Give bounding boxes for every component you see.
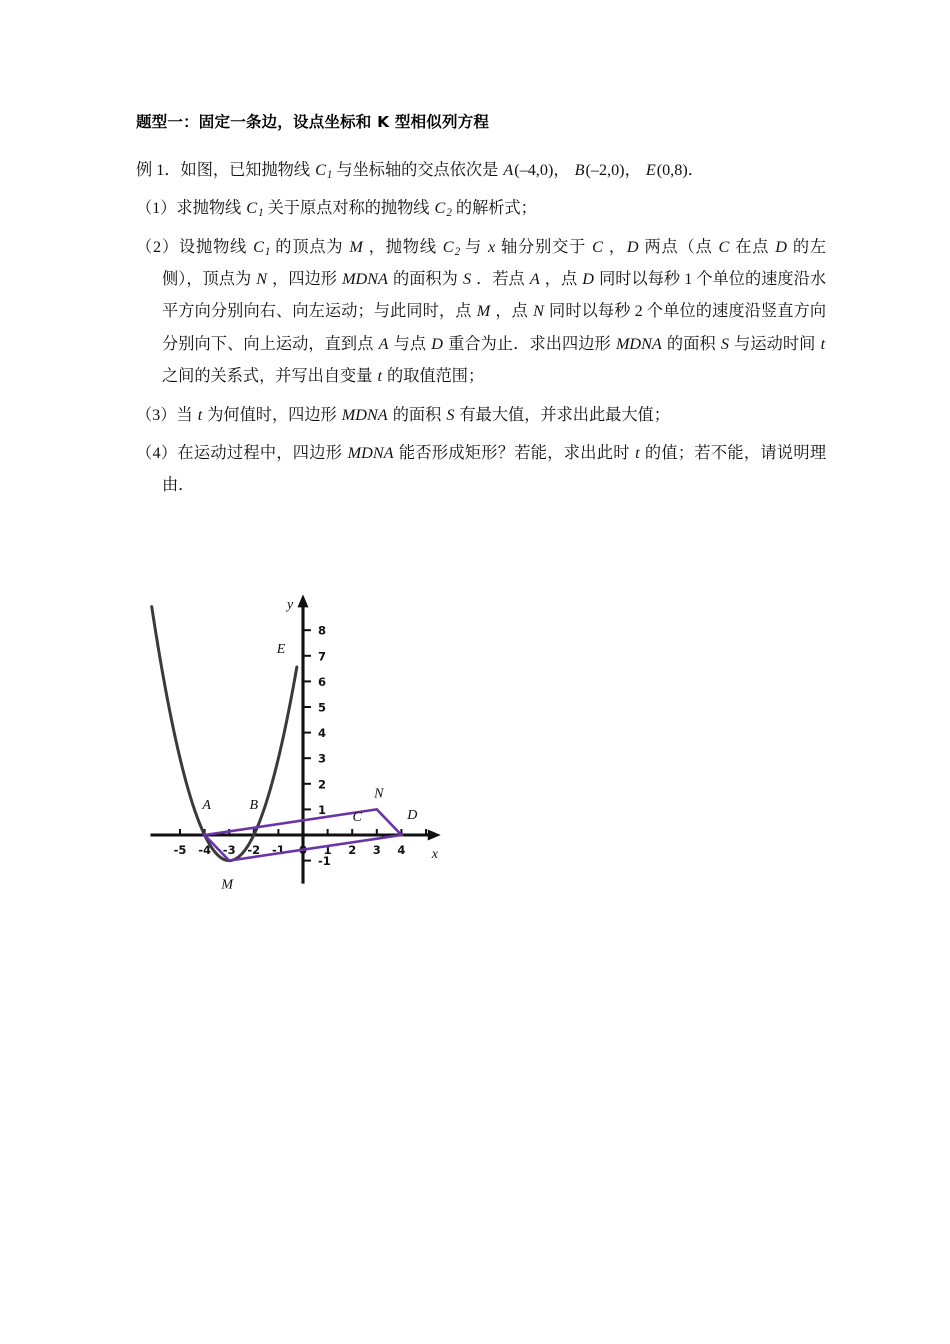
q3-symbol-MDNA: MDNA xyxy=(341,405,388,424)
q1-symbol-C2-sub: 2 xyxy=(446,207,452,220)
example-text-2: 与坐标轴的交点依次是 xyxy=(332,160,503,179)
q2-symbol-D-3: D xyxy=(431,334,443,353)
plot-curve xyxy=(152,607,297,861)
q2-line3-c: 同时以每秒 2 个单位的速度沿竖直方 xyxy=(544,302,810,321)
symbol-B: B xyxy=(574,160,585,179)
y-axis-arrow xyxy=(298,594,309,607)
q2-line4-c: 重合为止．求出四边形 xyxy=(444,334,615,353)
q2-text-c: 与 xyxy=(460,237,487,256)
q4-text-b: 能否形成矩形？若能，求出此时 xyxy=(394,443,635,462)
q2-text-e: ， xyxy=(603,237,626,256)
q3-text-c: 的面积 xyxy=(388,405,446,424)
y-tick-label: 5 xyxy=(318,700,327,715)
coord-A: (–4,0) xyxy=(514,160,554,179)
coordinate-plot-svg xyxy=(150,552,490,902)
point-label-b: B xyxy=(249,798,259,813)
x-tick-label: 3 xyxy=(372,843,381,857)
q1-number: （1）求抛物线 xyxy=(136,199,246,218)
q3-text-b: 为何值时，四边形 xyxy=(203,405,341,424)
q2-symbol-C-inner: C xyxy=(718,237,730,256)
q2-line5-a: 时间 xyxy=(782,334,820,353)
q3-number: （3）当 xyxy=(136,405,197,424)
point-label-e: E xyxy=(276,641,286,657)
q2-symbol-D: D xyxy=(626,237,639,256)
q2-line2-c: 的面积为 xyxy=(388,269,462,288)
q2-symbol-M: M xyxy=(349,237,363,256)
q2-symbol-N-2: N xyxy=(533,302,544,321)
q2-text-g: 在点 xyxy=(730,237,775,256)
q2-line4-b: 与点 xyxy=(389,334,431,353)
q4-symbol-t: t xyxy=(635,443,640,462)
y-tick-label: 7 xyxy=(318,649,327,664)
point-label-n: N xyxy=(374,786,384,802)
paragraph-question-3 xyxy=(136,399,826,431)
q4-symbol-MDNA: MDNA xyxy=(347,443,394,462)
section-heading: 题型一：固定一条边，设点坐标和 K 型相似列方程 xyxy=(136,113,490,131)
q2-symbol-MDNA-1: MDNA xyxy=(342,269,388,288)
q2-line5-c: 的取值范围； xyxy=(382,367,485,386)
q3-symbol-t: t xyxy=(197,405,203,424)
symbol-C1: C xyxy=(315,160,326,179)
q2-symbol-D-inner: D xyxy=(775,237,787,256)
paragraph-question-1 xyxy=(136,192,826,224)
q2-line2-f: 同时以每秒 1 个单位的速度沿水平 xyxy=(162,269,827,321)
paragraph-question-4 xyxy=(136,437,826,502)
q2-symbol-S-2: S xyxy=(720,334,729,353)
q2-text-d: 轴分别交于 xyxy=(496,237,592,256)
q2-number: （2）设抛物线 xyxy=(136,237,253,256)
q3-text-d: 有最大值，并求出此最大值； xyxy=(455,405,670,424)
symbol-C1-sub: 1 xyxy=(326,168,333,181)
comma-2: ， xyxy=(624,160,641,179)
q1-symbol-C1: C xyxy=(246,199,258,218)
coordinate-figure xyxy=(150,552,490,902)
q2-line2-b: ，四边形 xyxy=(268,269,342,288)
y-axis-label: y xyxy=(287,597,294,613)
y-tick-label: 3 xyxy=(318,751,327,766)
comma-1: ， xyxy=(553,160,570,179)
q4-line2: 明理由． xyxy=(162,443,827,495)
q2-symbol-C1-sub: 1 xyxy=(264,245,271,258)
q2-symbol-C: C xyxy=(592,237,603,256)
q2-symbol-A-2: A xyxy=(378,334,389,353)
q2-symbol-x: x xyxy=(487,237,496,256)
q2-text-a: 的顶点为 xyxy=(270,237,349,256)
x-axis-label: x xyxy=(431,847,438,862)
point-label-m: M xyxy=(221,877,234,893)
x-tick-label: -1 xyxy=(272,843,285,857)
example-label: 例 1． xyxy=(136,160,181,179)
x-tick-label: -3 xyxy=(222,843,236,857)
q2-text-b: ，抛物线 xyxy=(363,237,442,256)
point-label-d: D xyxy=(407,808,418,823)
q2-symbol-N: N xyxy=(256,269,268,288)
q2-text-h: 的左侧）， xyxy=(162,237,827,288)
x-axis-arrow xyxy=(428,830,441,841)
y-tick-label: 6 xyxy=(318,674,327,689)
q1-text-2: 关于原点对称的抛物线 xyxy=(263,199,434,218)
q2-text-f: 两点（点 xyxy=(639,237,718,256)
x-tick-label: 1 xyxy=(323,843,332,857)
q2-line5-b: 之间的关系式，并写出自变量 xyxy=(162,367,377,386)
q2-line4-e: 与运动 xyxy=(729,334,783,353)
plot-axes xyxy=(150,594,440,883)
q2-symbol-t-2: t xyxy=(377,367,382,386)
q2-line4-d: 的面积 xyxy=(662,334,720,353)
q4-number: （4）在运动过程中，四边形 xyxy=(136,443,347,462)
q2-symbol-MDNA-2: MDNA xyxy=(615,334,662,353)
document-body xyxy=(136,112,826,508)
paragraph-question-2 xyxy=(136,231,826,393)
q2-line2-e: ，点 xyxy=(540,269,582,288)
x-tick-label: -4 xyxy=(198,843,211,857)
x-tick-label: -2 xyxy=(247,843,261,857)
x-tick-label: 2 xyxy=(348,843,357,857)
symbol-A: A xyxy=(503,160,514,179)
x-tick-label: -5 xyxy=(173,843,187,857)
y-tick-label: 4 xyxy=(318,726,327,741)
point-label-c: C xyxy=(352,810,362,825)
q2-symbol-A: A xyxy=(529,269,540,288)
y-tick-label: -1 xyxy=(318,854,331,869)
example-text-1: 如图，已知抛物线 xyxy=(180,160,315,179)
q4-text-c: 的值；若不能，请说 xyxy=(640,443,794,462)
symbol-E: E xyxy=(645,160,656,179)
x-tick-label: 4 xyxy=(397,843,406,857)
q2-line3-b: ，点 xyxy=(491,302,533,321)
q3-symbol-S: S xyxy=(446,405,455,424)
y-tick-label: 1 xyxy=(318,802,327,817)
q2-symbol-S-1: S xyxy=(462,269,472,288)
q2-line2-a: 顶点为 xyxy=(202,269,256,288)
paragraph-example-stem xyxy=(136,154,826,186)
q2-line2-d: ．若点 xyxy=(472,269,529,288)
q2-symbol-C1: C xyxy=(253,237,264,256)
y-tick-label: 8 xyxy=(318,623,327,638)
period-1: ． xyxy=(687,160,704,179)
q1-symbol-C2: C xyxy=(434,199,446,218)
q2-line4-a: 向分别向下、向上运动，直到点 xyxy=(162,302,827,353)
q1-symbol-C1-sub: 1 xyxy=(258,207,264,220)
q1-text-3: 的解析式； xyxy=(451,199,537,218)
coord-E: (0,8) xyxy=(656,160,688,179)
q2-line3-a: 方向分别向右、向左运动；与此同时，点 xyxy=(178,302,476,321)
q2-symbol-C2: C xyxy=(442,237,454,256)
point-label-a: A xyxy=(202,798,211,813)
q2-symbol-t-1: t xyxy=(820,334,826,353)
q2-symbol-M-2: M xyxy=(476,302,491,321)
y-tick-label: 2 xyxy=(318,777,327,792)
x-tick-label: 0 xyxy=(298,843,308,857)
q2-symbol-D-2: D xyxy=(582,269,594,288)
q2-symbol-C2-sub: 2 xyxy=(454,245,461,258)
parabola-curve-c1 xyxy=(152,607,297,861)
coord-B: (–2,0) xyxy=(585,160,625,179)
